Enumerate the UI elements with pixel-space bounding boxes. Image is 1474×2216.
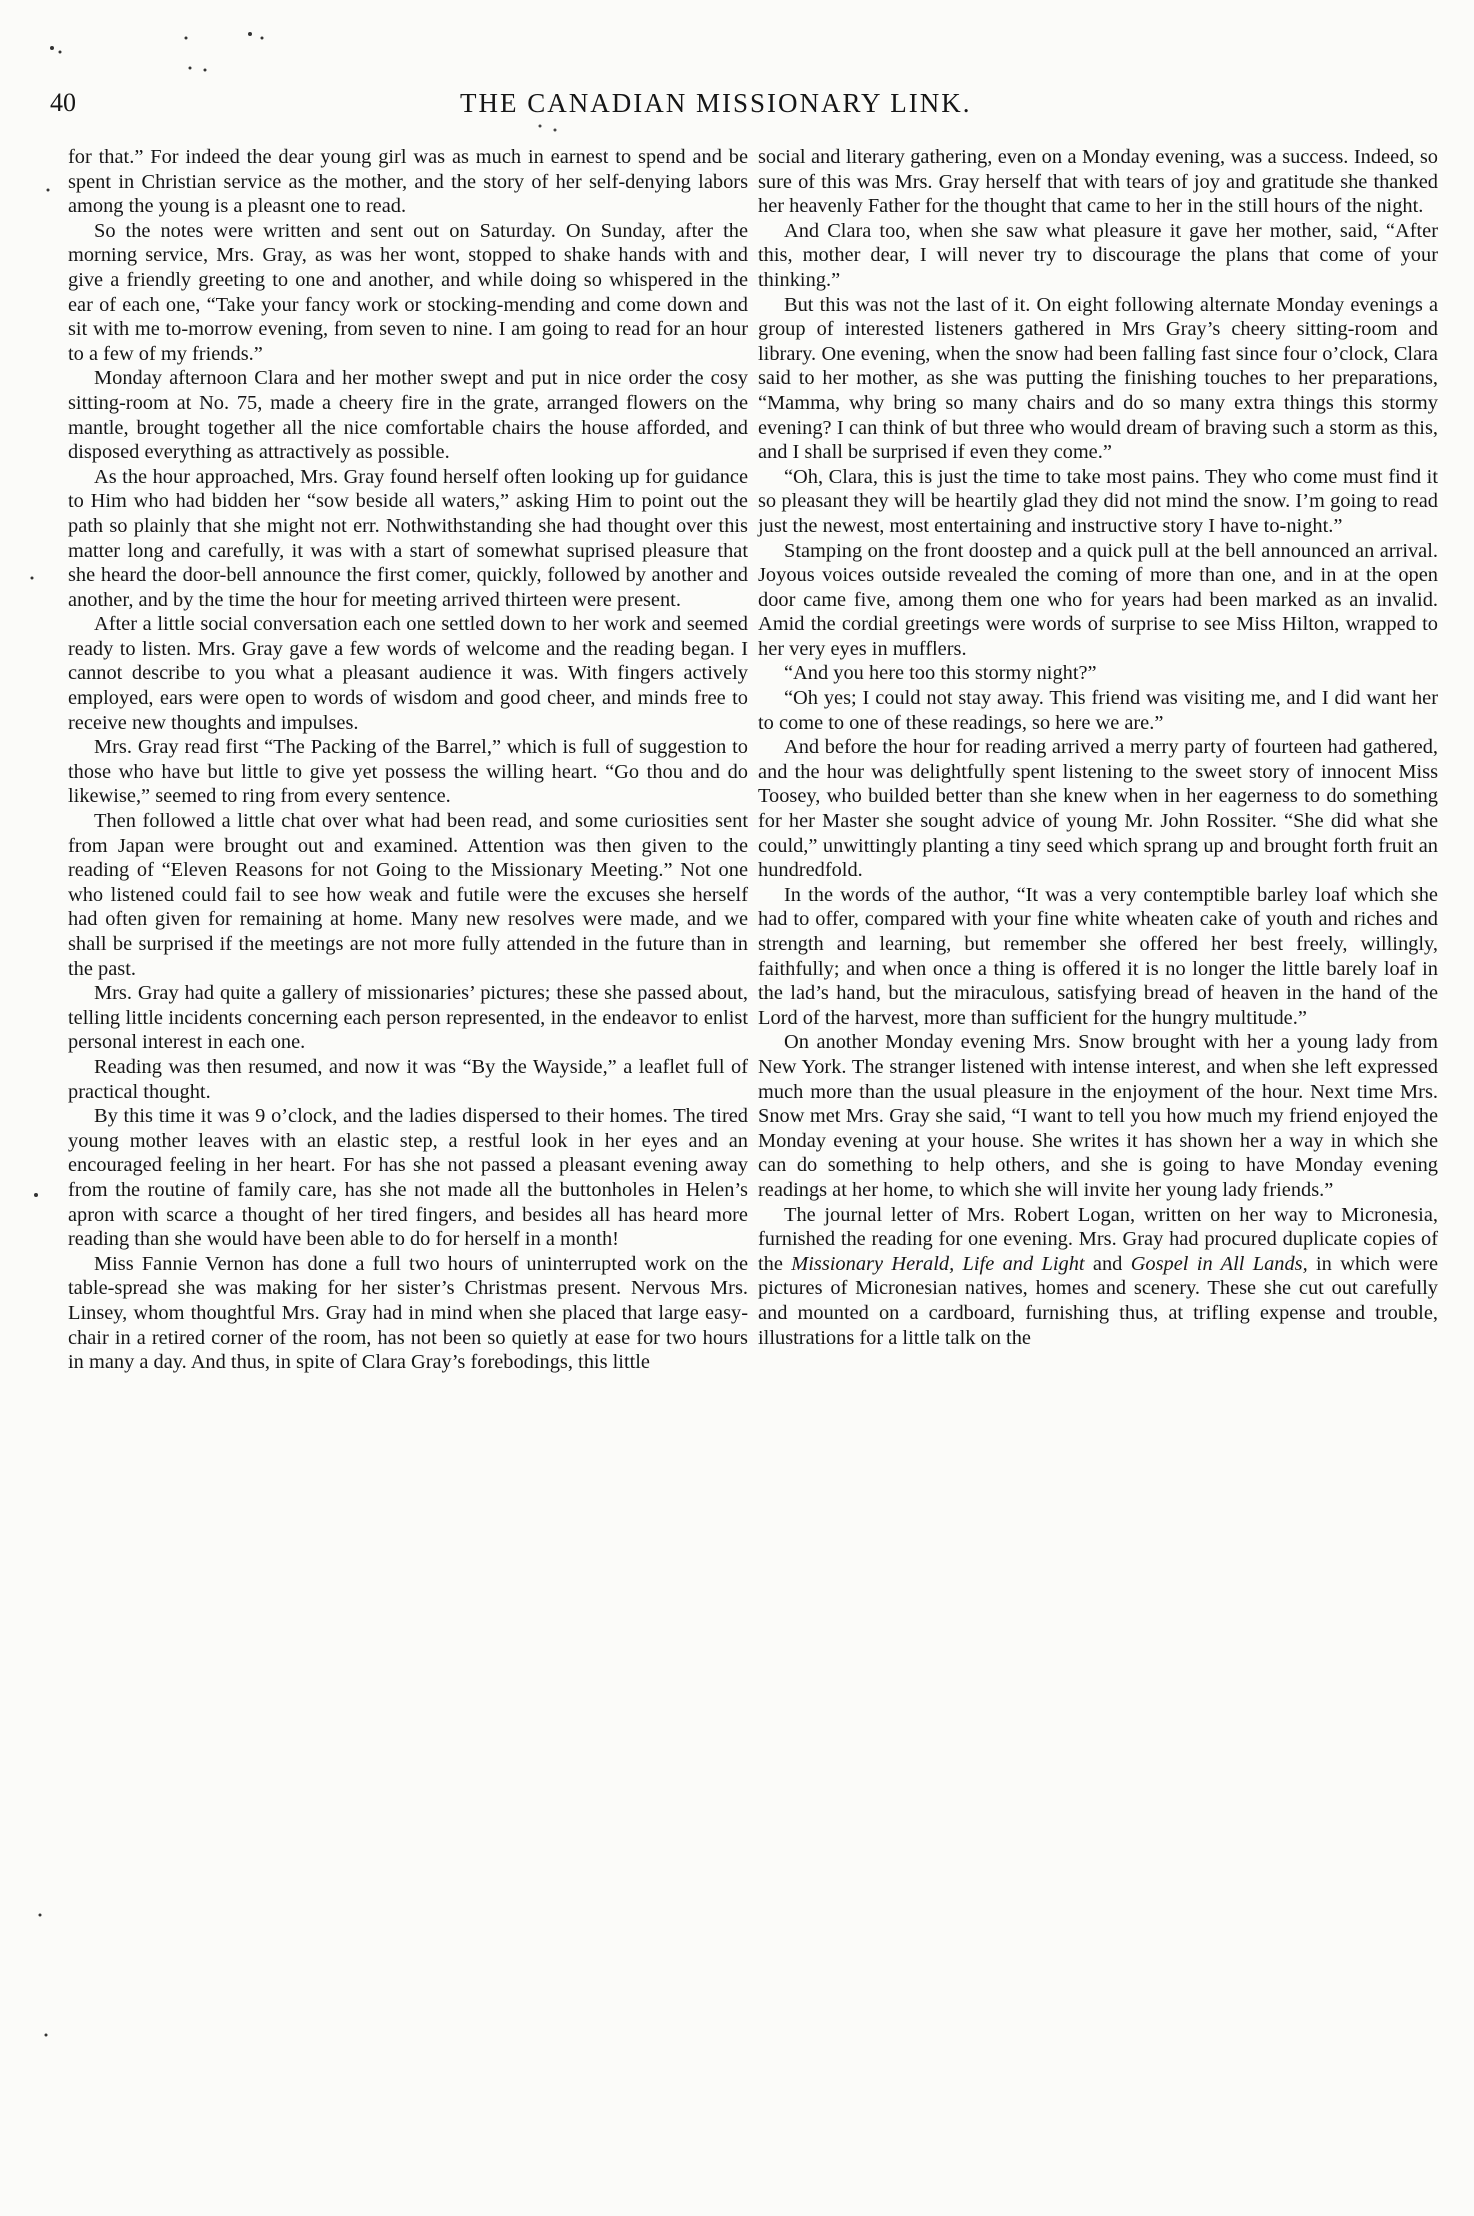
paragraph: “Oh, Clara, this is just the time to take most pains. They who come must find it so pleasant they will be heartily glad they did not mind the snow. I’m going to read just the newest, most entertaining and instructive story I have to-night.”	[758, 465, 1438, 537]
paragraph-text: The journal letter of Mrs. Robert Logan, written on her way to Micronesia, furnished the reading for one evening. Mrs. Gray had procured duplicate copies of the	[758, 1203, 1438, 1275]
paragraph: Stamping on the front doostep and a quick pull at the bell announced an arrival. Joyous voices outside revealed the coming of more than one, and in at the open door came five, among them one who for years had been marked as an invalid. Amid the cordial greetings were words of surprise to see Miss Hilton, wrapped to her very eyes in mufflers.	[758, 539, 1438, 660]
paragraph-text: and	[1084, 1252, 1131, 1275]
paragraph: In the words of the author, “It was a very contemptible barley loaf which she had to offer, compared with your fine white wheaten cake of youth and riches and strength and learning, but remember she offered her best freely, willingly, faithfully; and when once a thing is offered it is no longer the little barely loaf in the lad’s hand, but the miraculous, satisfying bread of heaven in the hand of the Lord of the harvest, more than sufficient for the hungry multitude.”	[758, 883, 1438, 1029]
paragraph: “And you here too this stormy night?”	[784, 662, 1097, 685]
right-column	[758, 145, 1438, 1350]
paragraph: And before the hour for reading arrived a merry party of fourteen had gathered, and the hour was delightfully spent listening to the sweet story of innocent Miss Toosey, who builded better than she knew when in her eagerness to do something for her Master she sought advice of young Mr. John Rossiter. “She did what she could,” unwittingly planting a tiny seed which sprang up and brought forth fruit an hundredfold.	[758, 736, 1438, 882]
paragraph: social and literary gathering, even on a Monday evening, was a success. Indeed, so sure of this was Mrs. Gray herself that with tears of joy and gratitude she thanked her heavenly Father for the thought that came to her in the still hours of the night.	[758, 146, 1438, 218]
paragraph: Mrs. Gray had quite a gallery of missionaries’ pictures; these she passed about, telling little incidents concerning each person represented, in the endeavor to enlist personal interest in each one.	[68, 982, 748, 1054]
left-column	[68, 145, 748, 1375]
paragraph: Then followed a little chat over what had been read, and some curiosities sent from Japan were brought out and examined. Attention was then given to the reading of “Eleven Reasons for not Going to the Missionary Meeting.” Not one who listened could fail to see how weak and futile were the excuses she herself had often given for remaining at home. Many new resolves were made, and we shall be surprised if the meetings are not more fully attended in the future than in the past.	[68, 810, 748, 980]
paragraph: for that.” For indeed the dear young girl was as much in earnest to spend and be spent in Christian service as the mother, and the story of her self-denying labors among the young is a pleasnt one to read.	[68, 146, 748, 218]
paragraph: But this was not the last of it. On eight following alternate Monday evenings a group of interested listeners gathered in Mrs Gray’s cheery sitting-room and library. One evening, when the snow had been falling fast since four o’clock, Clara said to her mother, as she was putting the finishing touches to her preparations, “Mamma, why bring so many chairs and do so many extra things this stormy evening? I can think of but three who would dream of braving such a storm as this, and I shall be surprised if even they come.”	[758, 293, 1438, 464]
page-number: 40	[50, 88, 76, 117]
paragraph: Mrs. Gray read first “The Packing of the Barrel,” which is full of suggestion to those who have but little to give yet possess the willing heart. “Go thou and do likewise,” seemed to ring from every sentence.	[68, 736, 748, 808]
paragraph: Reading was then resumed, and now it was “By the Wayside,” a leaflet full of practical thought.	[68, 1055, 748, 1103]
paragraph: So the notes were written and sent out on Saturday. On Sunday, after the morning service, Mrs. Gray, as was her wont, stopped to shake hands with and give a friendly greeting to one and another, and while doing so whispered in the ear of each one, “Take your fancy work or stocking-mending and come down and sit with me to-morrow evening, from seven to nine. I am going to read for an hour to a few of my friends.”	[68, 219, 748, 365]
journal-title: THE CANADIAN MISSIONARY LINK.	[460, 88, 972, 118]
paragraph: Miss Fannie Vernon has done a full two hours of uninterrupted work on the table-spread she was making for her sister’s Christmas present. Nervous Mrs. Linsey, whom thoughtful Mrs. Gray had in mind when she placed that large easy-chair in a retired corner of the room, has not been so quietly at ease for two hours in many a day. And thus, in spite of Clara Gray’s forebodings, this little	[68, 1252, 748, 1374]
paragraph-text: in which were pictures of Micronesian natives, homes and scenery. These she cut out carefully and mounted on a cardboard, furnishing thus, at trifling expense and trouble, illustrations for a little talk on the	[758, 1252, 1438, 1349]
paragraph: And Clara too, when she saw what pleasure it gave her mother, said, “After this, mother dear, I will never try to discourage the plans that come of your thinking.”	[758, 219, 1438, 291]
paragraph-last	[758, 1203, 1438, 1351]
periodical-titles: Missionary Herald, Life and Light	[791, 1252, 1085, 1275]
periodical-title: Gospel in All Lands,	[1130, 1252, 1308, 1275]
page-header	[50, 88, 1430, 128]
paragraph: Monday afternoon Clara and her mother swept and put in nice order the cosy sitting-room at No. 75, made a cheery fire in the grate, arranged flowers on the mantle, brought together all the nice comfortable chairs the house afforded, and disposed everything as attractively as possible.	[68, 367, 748, 464]
paragraph: “Oh yes; I could not stay away. This friend was visiting me, and I did want her to come to one of these readings, so here we are.”	[758, 687, 1438, 734]
paragraph: On another Monday evening Mrs. Snow brought with her a young lady from New York. The stranger listened with intense interest, and when she left expressed much more than the usual pleasure in the enjoyment of the hour. Next time Mrs. Snow met Mrs. Gray she said, “I want to tell you how much my friend enjoyed the Monday evening at your house. She writes it has shown her a way in which she can do something to help others, and she is going to have Monday evening readings at her home, to which she will invite her young lady friends.”	[758, 1031, 1438, 1201]
paragraph: As the hour approached, Mrs. Gray found herself often looking up for guidance to Him who had bidden her “sow beside all waters,” asking Him to point out the path so plainly that she might not err. Nothwithstanding she had thought over this matter long and carefully, it was with a start of somewhat suprised pleasure that she heard the door-bell announce the first comer, quickly, followed by another and another, and by the time the hour for meeting arrived thirteen were present.	[68, 465, 748, 611]
paragraph: By this time it was 9 o’clock, and the ladies dispersed to their homes. The tired young mother leaves with an elastic step, a restful look in her eyes and an encouraged feeling in her heart. For has she not passed a pleasant evening away from the routine of family care, has she not made all the buttonholes in Helen’s apron with scarce a thought of her tired fingers, and besides all has heard more reading than she would have been able to do for herself in a month!	[68, 1105, 748, 1251]
paragraph: After a little social conversation each one settled down to her work and seemed ready to listen. Mrs. Gray gave a few words of welcome and the reading began. I cannot describe to you what a pleasant audience it was. With fingers actively employed, ears were open to words of wisdom and good cheer, and minds free to receive new thoughts and impulses.	[68, 613, 748, 734]
